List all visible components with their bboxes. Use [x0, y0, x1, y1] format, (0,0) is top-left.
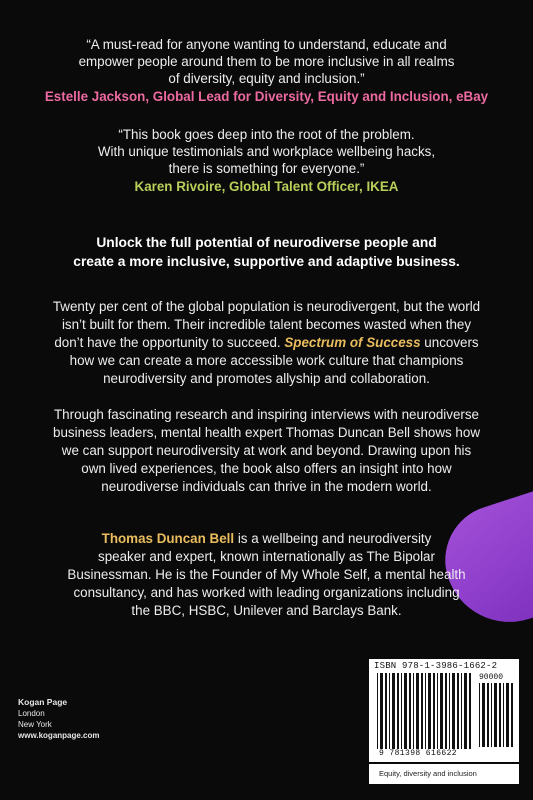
barcode-bar — [469, 673, 471, 749]
barcode-bar — [437, 673, 438, 749]
para-text: uncovers — [420, 335, 479, 350]
bio-line: Businessman. He is the Founder of My Whole Self, a mental health — [67, 567, 466, 582]
description-paragraph-2 — [0, 406, 533, 496]
publisher-city: New York — [18, 720, 52, 729]
author-name: Thomas Duncan Bell — [101, 531, 235, 546]
barcode-bar — [491, 683, 492, 747]
category-label: Equity, diversity and inclusion — [369, 764, 519, 784]
para-line: Through fascinating research and inspiring interviews with neurodiverse — [53, 407, 479, 422]
quote-2-line: “This book goes deep into the root of the problem. — [118, 127, 415, 142]
para-line: neurodiversity and promotes allyship and collaboration. — [103, 371, 430, 386]
barcode-bar — [392, 673, 395, 749]
para-line: isn’t built for them. Their incredible talent becomes wasted when they — [61, 317, 472, 332]
publisher-city: London — [18, 709, 45, 718]
barcode-bar — [452, 673, 455, 749]
para-line: business leaders, mental health expert Thomas Duncan Bell shows how — [53, 425, 480, 440]
para-line: Twenty per cent of the global population is neurodivergent, but the world — [52, 299, 481, 314]
quote-1-line: of diversity, equity and inclusion.” — [168, 71, 365, 86]
barcode-bar — [421, 673, 423, 749]
publisher-website: www.koganpage.com — [18, 731, 100, 740]
quote-1-attribution: Estelle Jackson, Global Lead for Diversity, Equity and Inclusion, eBay — [44, 89, 489, 104]
barcode-bar — [380, 673, 383, 749]
barcode-bar — [433, 673, 435, 749]
barcode-bar — [503, 683, 504, 747]
barcode-bar — [461, 673, 462, 749]
barcode-bar — [449, 673, 450, 749]
barcode-bar — [416, 673, 419, 749]
para-line: how we can create a more accessible work culture that champions — [69, 353, 464, 368]
para-line: we can support neurodiversity at work and beyond. Drawing upon his — [61, 443, 472, 458]
barcode-bar — [409, 673, 411, 749]
para-line: own lived experiences, the book also offers an insight into how — [81, 461, 452, 476]
barcode-bar — [494, 683, 497, 747]
quote-2-line: there is something for everyone.” — [168, 161, 365, 176]
barcode — [369, 659, 519, 762]
barcode-bar — [413, 673, 414, 749]
barcode-bars — [377, 673, 473, 749]
barcode-number: 9 781398 616622 — [379, 749, 458, 758]
author-bio — [0, 530, 533, 620]
barcode-bar — [511, 683, 513, 747]
bio-line — [0, 530, 533, 548]
tagline-line: Unlock the full potential of neurodiverse people and — [96, 235, 437, 250]
barcode-bar — [482, 683, 485, 747]
isbn-text: ISBN 978-1-3986-1662-2 — [374, 661, 498, 671]
price-barcode-bars — [479, 683, 513, 747]
barcode-bar — [506, 683, 509, 747]
barcode-bar — [445, 673, 447, 749]
barcode-bar — [377, 673, 378, 749]
quote-2-attribution: Karen Rivoire, Global Talent Officer, IKEA — [134, 179, 399, 194]
book-title: Spectrum of Success — [284, 335, 421, 350]
barcode-bar — [464, 673, 467, 749]
barcode-bar — [401, 673, 402, 749]
para-line — [0, 334, 533, 352]
bio-line: the BBC, HSBC, Unilever and Barclays Bank. — [131, 603, 402, 618]
barcode-bar — [385, 673, 387, 749]
barcode-bar — [404, 673, 407, 749]
barcode-bar — [440, 673, 443, 749]
para-line: neurodiverse individuals can thrive in the modern world. — [101, 479, 432, 494]
quote-1-line: empower people around them to be more inclusive in all realms — [78, 54, 455, 69]
bio-line: speaker and expert, known internationally as The Bipolar — [98, 549, 435, 564]
tagline — [0, 233, 533, 271]
para-text: don’t have the opportunity to succeed. — [54, 335, 285, 350]
quote-2 — [0, 126, 533, 177]
barcode-bar — [389, 673, 390, 749]
bio-line: consultancy, and has worked with leading organizations including — [73, 585, 460, 600]
barcode-bar — [397, 673, 399, 749]
tagline-line: create a more inclusive, supportive and adaptive business. — [73, 254, 460, 269]
price-code: 90000 — [479, 673, 504, 682]
quote-2-line: With unique testimonials and workplace wellbeing hacks, — [97, 144, 436, 159]
barcode-bar — [425, 673, 426, 749]
bio-text: is a wellbeing and neurodiversity — [234, 531, 432, 546]
barcode-bar — [428, 673, 431, 749]
quote-1 — [0, 36, 533, 87]
barcode-bar — [499, 683, 501, 747]
publisher-info — [18, 697, 100, 741]
barcode-bar — [479, 683, 480, 747]
publisher-name: Kogan Page — [18, 697, 68, 707]
barcode-bar — [487, 683, 489, 747]
quote-1-line: “A must-read for anyone wanting to understand, educate and — [86, 37, 447, 52]
barcode-bar — [457, 673, 459, 749]
description-paragraph-1 — [0, 298, 533, 388]
